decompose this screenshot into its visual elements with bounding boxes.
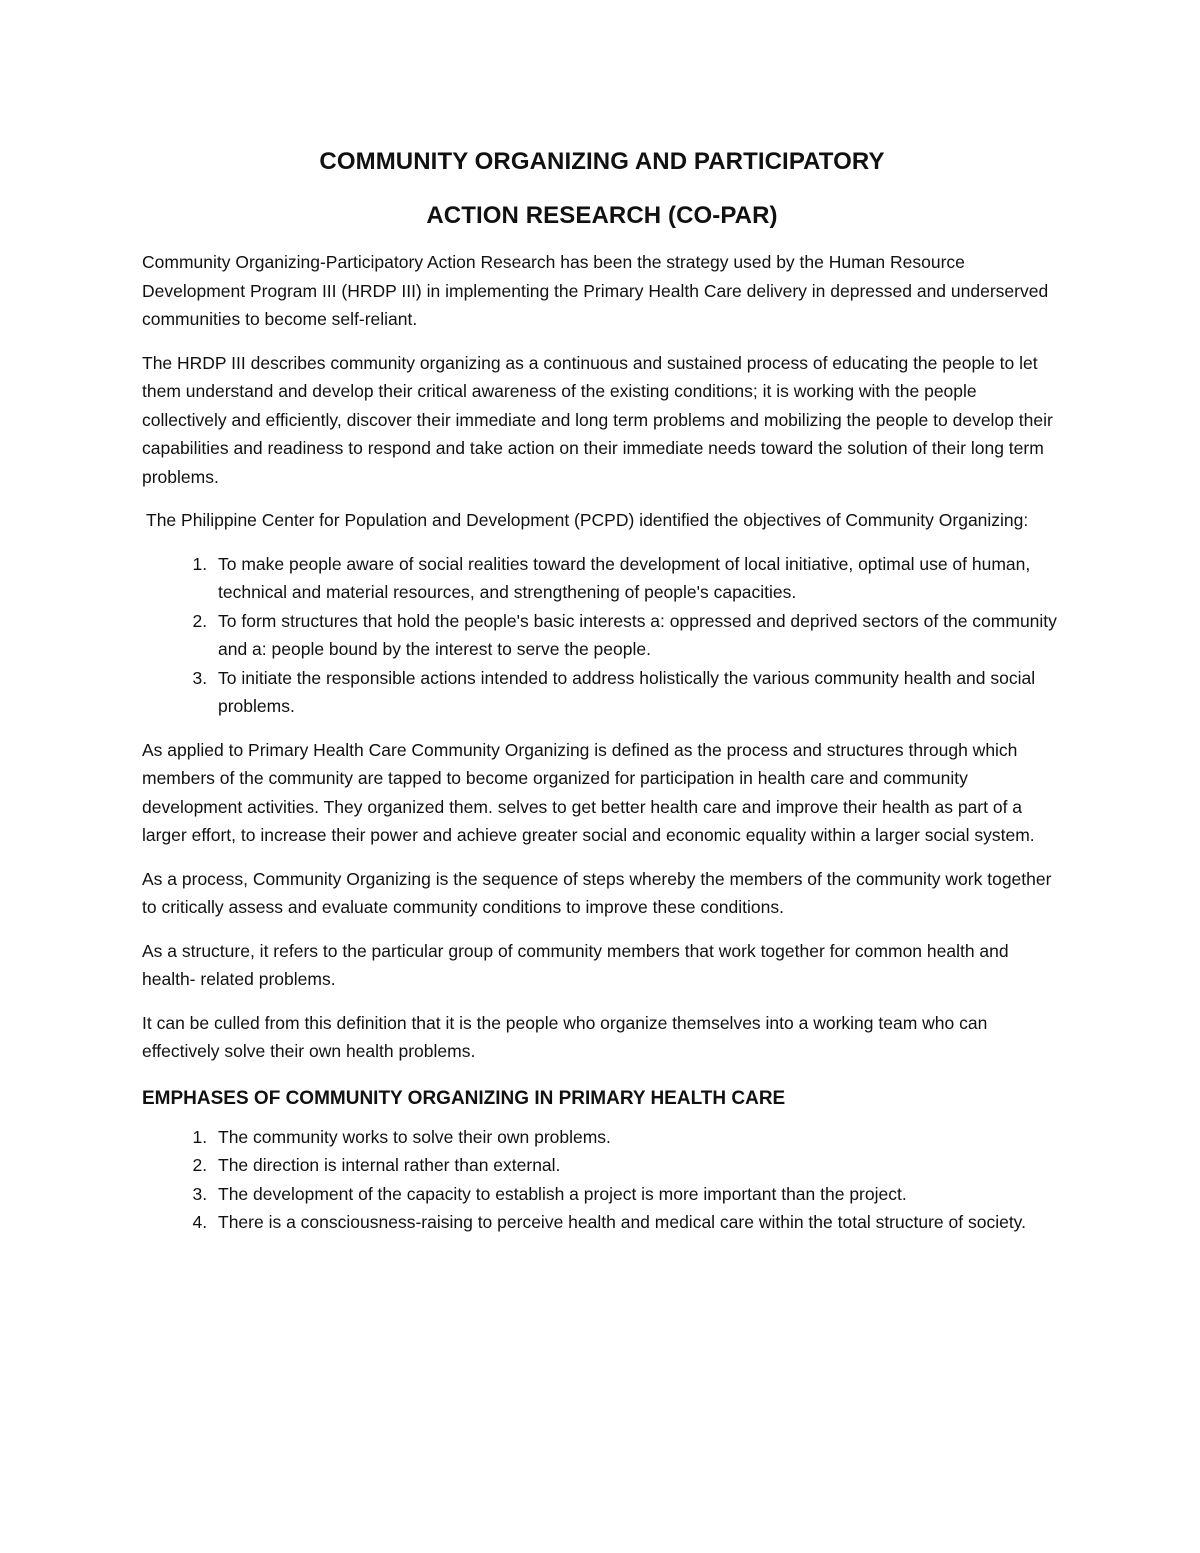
emphases-list	[142, 1123, 1062, 1237]
intro-paragraph-1: Community Organizing-Participatory Action Research has been the strategy used by the Human Resource Development Program III (HRDP III) in implementing the Primary Health Care delivery in depressed and underserved communities to become self-reliant.	[142, 252, 1049, 329]
intro-paragraph-2: The HRDP III describes community organizing as a continuous and sustained process of educating the people to let them understand and develop their critical awareness of the existing conditions; it is working with the people collectively and efficiently, discover their immediate and long term problems and mobilizing the people to develop their capabilities and readiness to respond and take action on their immediate needs toward the solution of their long term problems.	[142, 352, 1053, 487]
body-paragraph-4: It can be culled from this definition that it is the people who organize themselves into a working team who can effectively solve their own health problems.	[142, 1012, 988, 1061]
objectives-list	[142, 550, 1062, 721]
emphasis-item-1: 1. The community works to solve their own problems.	[212, 1123, 1062, 1152]
body-paragraph-2: As a process, Community Organizing is the sequence of steps whereby the members of the community work together to critically assess and evaluate community conditions to improve these conditions.	[142, 868, 1052, 917]
emphasis-item-3: 3. The development of the capacity to establish a project is more important than the project.	[212, 1180, 1062, 1209]
emphasis-item-2: 2. The direction is internal rather than external.	[212, 1151, 1062, 1180]
emphasis-item-4: 4. There is a consciousness-raising to perceive health and medical care within the total structure of society.	[212, 1208, 1062, 1237]
objective-item-1: 1. To make people aware of social realities toward the development of local initiative, optimal use of human, technical and material resources, and strengthening of people's capacities.	[212, 550, 1062, 607]
emphases-heading: EMPHASES OF COMMUNITY ORGANIZING IN PRIMARY HEALTH CARE	[142, 1087, 786, 1109]
document-title-line-1: COMMUNITY ORGANIZING AND PARTICIPATORY	[319, 148, 885, 175]
intro-paragraph-3: The Philippine Center for Population and Development (PCPD) identified the objectives of Community Organizing:	[146, 510, 1029, 530]
document-title-line-2: ACTION RESEARCH (CO-PAR)	[426, 202, 778, 229]
objective-item-2: 2. To form structures that hold the people's basic interests a: oppressed and deprived sectors of the community and a: people bound by the interest to serve the people.	[212, 607, 1062, 664]
objective-item-3: 3. To initiate the responsible actions intended to address holistically the various community health and social problems.	[212, 664, 1062, 721]
document-page	[142, 140, 1062, 1252]
body-paragraph-3: As a structure, it refers to the particular group of community members that work together for common health and health- related problems.	[142, 940, 1009, 989]
body-paragraph-1: As applied to Primary Health Care Community Organizing is defined as the process and structures through which members of the community are tapped to become organized for participation in health care and community development activities. They organized them. selves to get better health care and improve their health as part of a larger effort, to increase their power and achieve greater social and economic equality within a larger social system.	[142, 739, 1035, 845]
